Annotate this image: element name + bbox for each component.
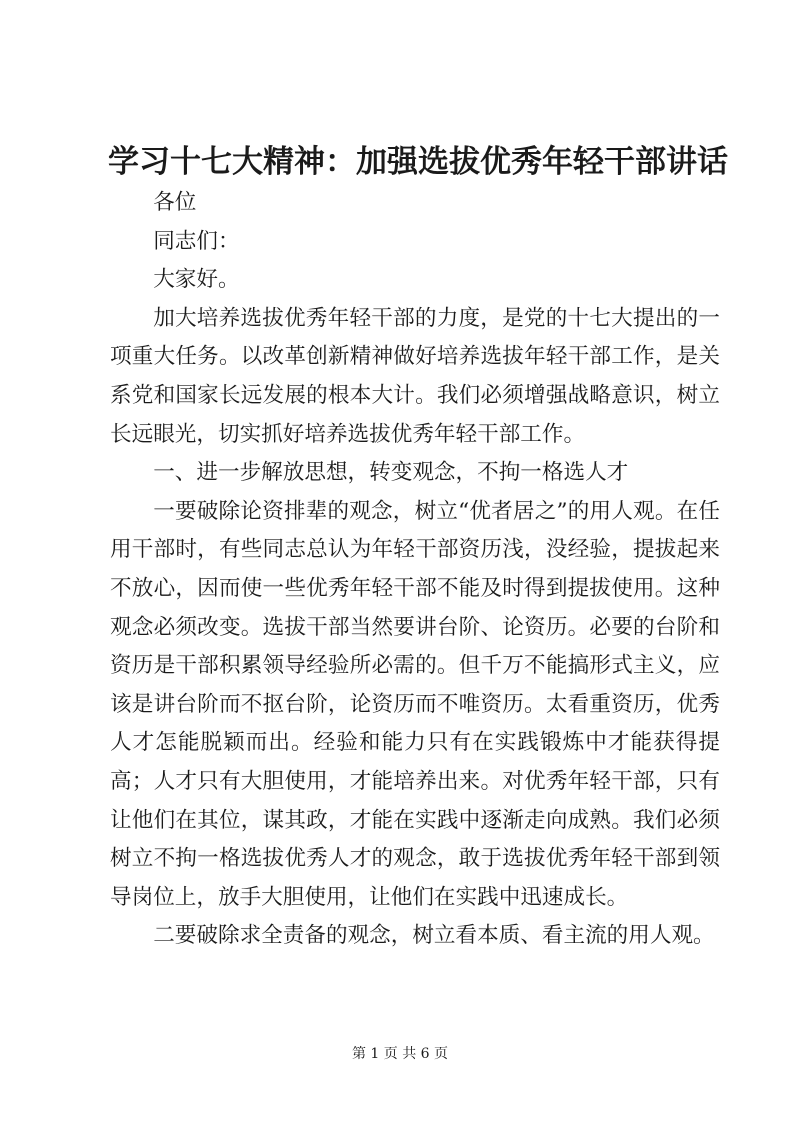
intro-paragraph: 加大培养选拔优秀年轻干部的力度，是党的十七大提出的一项重大任务。以改革创新精神做好培养选拔年轻干部工作，是关系党和国家长远发展的根本大计。我们必须增强战略意识，树立长远眼光，切实抓好培养选拔优秀年轻干部工作。: [110, 305, 720, 447]
document-title: 学习十七大精神：加强选拔优秀年轻干部讲话: [108, 144, 728, 180]
body-paragraph-2: 二要破除求全责备的观念，树立看本质、看主流的用人观。: [153, 923, 715, 949]
body-paragraph-1: 一要破除论资排辈的观念，树立“优者居之”的用人观。在任用干部时，有些同志总认为年轻干部资历浅，没经验，提拔起来不放心，因而使一些优秀年轻干部不能及时得到提拔使用。这种观念必须改变。选拔干部当然要讲台阶、论资历。必要的台阶和资历是干部积累领导经验所必需的。但千万不能搞形式主义，应该是讲台阶而不抠台阶，论资历而不唯资历。太看重资历，优秀人才怎能脱颖而出。经验和能力只有在实践锻炼中才能获得提高；人才只有大胆使用，才能培养出来。对优秀年轻干部，只有让他们在其位，谋其政，才能在实践中逐渐走向成熟。我们必须树立不拘一格选拔优秀人才的观念，敢于选拔优秀年轻干部到领导岗位上，放手大胆使用，让他们在实践中迅速成长。: [110, 498, 720, 910]
document-body: [110, 184, 720, 956]
page-footer: 第 1 页 共 6 页: [351, 1046, 449, 1062]
greeting-paragraph: 大家好。: [153, 267, 240, 293]
section-heading-1: 一、进一步解放思想，转变观念，不拘一格选人才: [153, 460, 629, 486]
salutation-line-1: 各位: [153, 190, 197, 215]
salutation-line-2: 同志们：: [153, 228, 240, 254]
